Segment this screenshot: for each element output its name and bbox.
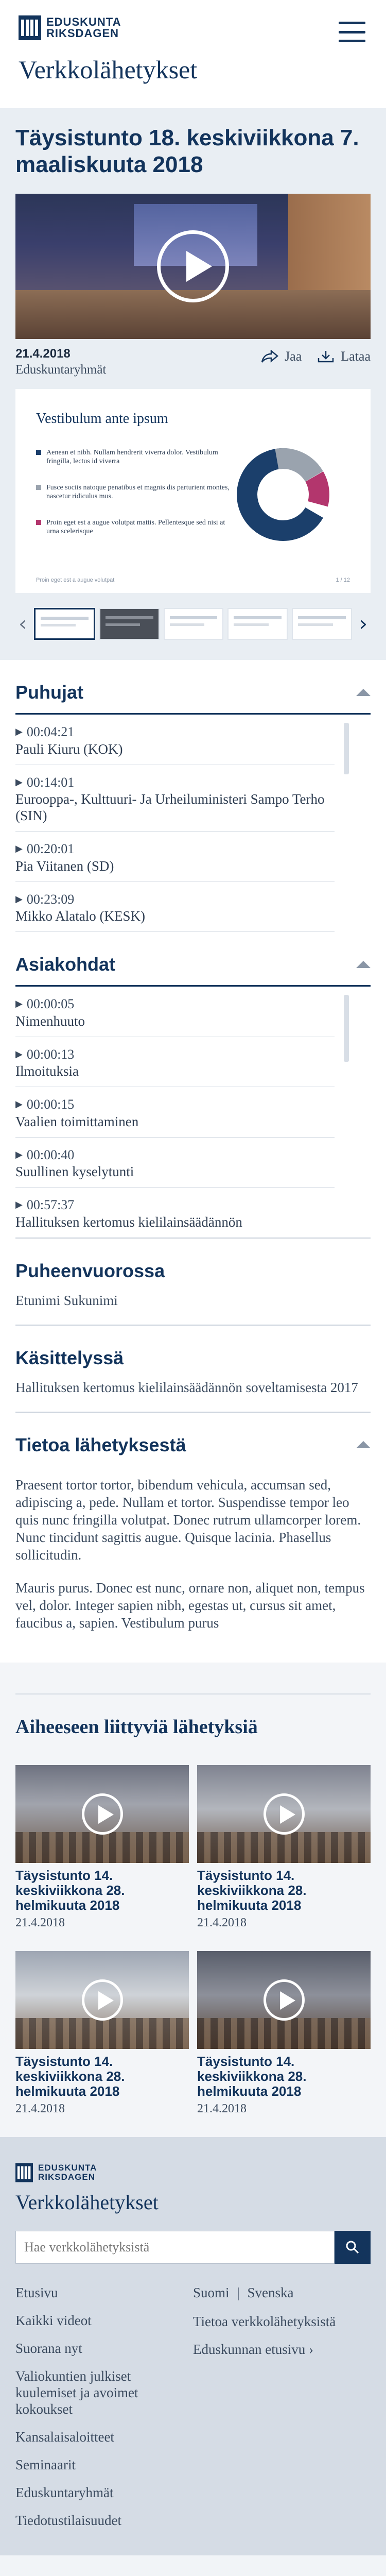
related-broadcasts (0, 1663, 386, 2138)
collapse-icon[interactable] (356, 961, 371, 968)
site-title[interactable]: Verkkolähetykset (19, 55, 198, 84)
slide-legend-item: Aenean et nibh. Nullam hendrerit viverra dolor. Vestibulum fringilla, lectus id viverra (36, 448, 232, 466)
slide-thumbnail[interactable] (164, 608, 224, 640)
language-sv[interactable]: Svenska (247, 2285, 294, 2301)
slide-thumbnail-strip (15, 603, 371, 645)
footer-link[interactable]: Tiedotustilaisuudet (15, 2513, 122, 2529)
related-card[interactable]: Täysistunto 14. keskiviikkona 28. helmikuuta 2018 21.4.2018 (15, 1951, 189, 2116)
share-label: Jaa (285, 349, 302, 364)
slide-thumbnail[interactable] (227, 608, 288, 640)
play-icon (82, 1979, 123, 2021)
info-paragraph: Mauris purus. Donec est nunc, ornare non, aliquet non, tempus vel, dolor. Integer sapien nibh, egestas ut, cursus sit amet, faucibus a, sapien. Vestibulum purus (15, 1580, 365, 1631)
chevron-right-icon[interactable]: › (359, 612, 367, 636)
logo-line-1: EDUSKUNTA (46, 15, 121, 28)
list-item[interactable]: ▶ 00:23:09 Mikko Alatalo (KESK) (15, 882, 335, 933)
related-card[interactable]: Täysistunto 14. keskiviikkona 28. helmikuuta 2018 21.4.2018 (197, 1765, 371, 1930)
footer-bottom (0, 2555, 386, 2576)
footer-logo-line-1: EDUSKUNTA (38, 2163, 97, 2173)
parliament-logo-icon (19, 15, 41, 40)
download-label: Lataa (341, 349, 371, 364)
speakers-section (0, 660, 386, 932)
footer-logo[interactable] (15, 2163, 371, 2182)
video-player[interactable] (15, 194, 371, 339)
slide-thumbnail[interactable] (99, 608, 160, 640)
parliament-logo-icon (15, 2163, 33, 2182)
hamburger-menu-icon[interactable] (339, 22, 365, 42)
footer-link[interactable]: Eduskuntaryhmät (15, 2485, 114, 2501)
agenda-section (0, 932, 386, 1238)
play-small-icon: ▶ (15, 1199, 23, 1211)
speakers-accordion-header[interactable] (15, 660, 371, 715)
list-item[interactable]: ▶ 00:00:40 Suullinen kyselytunti (15, 1138, 335, 1188)
play-small-icon: ▶ (15, 1048, 23, 1060)
info-accordion-header[interactable] (15, 1413, 371, 1466)
presentation-slide (15, 389, 371, 593)
slide-title: Vestibulum ante ipsum (36, 411, 168, 427)
info-section (0, 1413, 386, 1663)
info-body (15, 1466, 371, 1663)
collapse-icon[interactable] (356, 689, 371, 696)
list-item[interactable]: ▶ 00:00:15 Vaalien toimittaminen (15, 1087, 335, 1138)
slide-legend-item: Fusce sociis natoque penatibus et magnis dis parturient montes, nascetur ridiculus mus. (36, 483, 232, 501)
site-header (0, 0, 386, 108)
search-input[interactable] (15, 2231, 335, 2264)
info-paragraph: Praesent tortor tortor, bibendum vehicula, accumsan sed, adipiscing a, pede. Nullam et tortor. Suspendisse tempor leo quis nunc fringilla volutpat. Donec rutrum ullamcorper lorem. Nunc tincidunt sagittis augue. Quisque lacinia. Phasellus sollicitudin. (15, 1477, 361, 1563)
agenda-accordion-header[interactable] (15, 932, 371, 987)
footer-top (0, 2137, 386, 2555)
handling-text: Hallituksen kertomus kielilainsäädännön soveltamisesta 2017 (15, 1379, 358, 1395)
scrollbar[interactable] (344, 995, 349, 1062)
play-icon (82, 1793, 123, 1835)
footer-link[interactable]: Seminaarit (15, 2457, 76, 2473)
list-item[interactable]: ▶ 00:20:01 Pia Viitanen (SD) (15, 832, 335, 882)
footer-link[interactable]: Kaikki videot (15, 2313, 92, 2329)
related-heading: Aiheeseen liittyviä lähetyksiä (15, 1693, 371, 1740)
related-thumbnail[interactable] (197, 1765, 371, 1863)
play-small-icon: ▶ (15, 1149, 23, 1160)
download-icon (317, 350, 335, 363)
slide-footer-text: Proin eget est a augue volutpat (36, 577, 115, 583)
broadcast-group: Eduskuntaryhmät (15, 363, 107, 377)
speakers-heading: Puhujat (15, 682, 83, 703)
list-item[interactable]: ▶ 00:00:13 Ilmoituksia (15, 1037, 335, 1088)
footer-link[interactable]: Suorana nyt (15, 2341, 82, 2357)
footer-link[interactable]: Kansalaisaloitteet (15, 2429, 114, 2445)
current-speaker-section (15, 1238, 371, 1326)
scrollbar[interactable] (344, 723, 349, 774)
footer-title: Verkkolähetykset (15, 2191, 159, 2214)
site-footer (0, 2137, 386, 2576)
slide-thumbnail[interactable] (34, 608, 95, 640)
play-small-icon: ▶ (15, 1099, 23, 1110)
info-heading: Tietoa lähetyksestä (15, 1434, 186, 1455)
list-item[interactable]: ▶ 00:00:05 Nimenhuuto (15, 987, 335, 1037)
agenda-list (15, 987, 371, 1238)
play-small-icon: ▶ (15, 776, 23, 788)
related-thumbnail[interactable] (197, 1951, 371, 2049)
play-icon (264, 1979, 305, 2021)
language-fi[interactable]: Suomi (193, 2285, 230, 2301)
search-icon (345, 2240, 360, 2255)
agenda-heading: Asiakohdat (15, 954, 116, 975)
footer-link[interactable]: Valiokuntien julkiset kuulemiset ja avoimet kokoukset (15, 2368, 138, 2417)
slide-page-number: 1 / 12 (336, 577, 350, 583)
search-button[interactable] (335, 2231, 371, 2264)
play-small-icon: ▶ (15, 998, 23, 1010)
footer-link[interactable]: Etusivu (15, 2285, 58, 2301)
slide-donut-chart (234, 446, 332, 544)
slide-legend (36, 448, 232, 536)
footer-nav-right (193, 2284, 371, 2540)
related-thumbnail[interactable] (15, 1951, 189, 2049)
logo-line-2: RIKSDAGEN (46, 27, 119, 40)
chevron-left-icon[interactable]: ‹ (19, 612, 27, 636)
broadcast-meta (15, 346, 371, 378)
language-separator: | (237, 2285, 240, 2301)
download-button[interactable] (317, 348, 371, 365)
speakers-list (15, 715, 371, 932)
current-speaker-name: Etunimi Sukunimi (15, 1292, 118, 1308)
broadcast-hero (0, 108, 386, 660)
footer-logo-line-2: RIKSDAGEN (38, 2172, 96, 2182)
play-icon[interactable] (157, 230, 229, 302)
collapse-icon[interactable] (356, 1441, 371, 1448)
play-small-icon: ▶ (15, 893, 23, 905)
footer-link[interactable]: Eduskunnan etusivu › (193, 2342, 313, 2357)
language-switcher (193, 2284, 371, 2302)
related-thumbnail[interactable] (15, 1765, 189, 1863)
handling-section (15, 1326, 371, 1413)
list-item[interactable]: ▶ 00:57:37 Hallituksen kertomus kielilainsäädännön (15, 1197, 242, 1230)
footer-link[interactable]: Tietoa verkkolähetyksistä (193, 2314, 336, 2329)
footer-search (15, 2231, 371, 2264)
broadcast-title: Täysistunto 18. keskiviikkona 7. maaliskuuta 2018 (15, 125, 359, 177)
current-speaker-heading: Puheenvuorossa (15, 1260, 165, 1281)
play-small-icon: ▶ (15, 726, 23, 738)
play-icon (264, 1793, 305, 1835)
share-icon (261, 350, 278, 363)
list-item[interactable]: ▶ 00:04:21 Pauli Kiuru (KOK) (15, 715, 335, 765)
list-item[interactable]: ▶ 00:14:01 Eurooppa-, Kulttuuri- Ja Urheiluministeri Sampo Terho (SIN) (15, 765, 335, 832)
broadcast-date: 21.4.2018 (15, 347, 71, 361)
slide-legend-item: Proin eget est a augue volutpat mattis. Pellentesque sed nisi at urna scelerisque (36, 518, 232, 536)
handling-heading: Käsittelyssä (15, 1347, 124, 1368)
related-card[interactable]: Täysistunto 14. keskiviikkona 28. helmikuuta 2018 21.4.2018 (197, 1951, 371, 2116)
slide-thumbnail[interactable] (292, 608, 352, 640)
share-button[interactable] (261, 348, 302, 365)
related-card[interactable]: Täysistunto 14. keskiviikkona 28. helmikuuta 2018 21.4.2018 (15, 1765, 189, 1930)
play-small-icon: ▶ (15, 843, 23, 855)
footer-nav-left (15, 2284, 193, 2540)
logo[interactable] (19, 15, 367, 40)
